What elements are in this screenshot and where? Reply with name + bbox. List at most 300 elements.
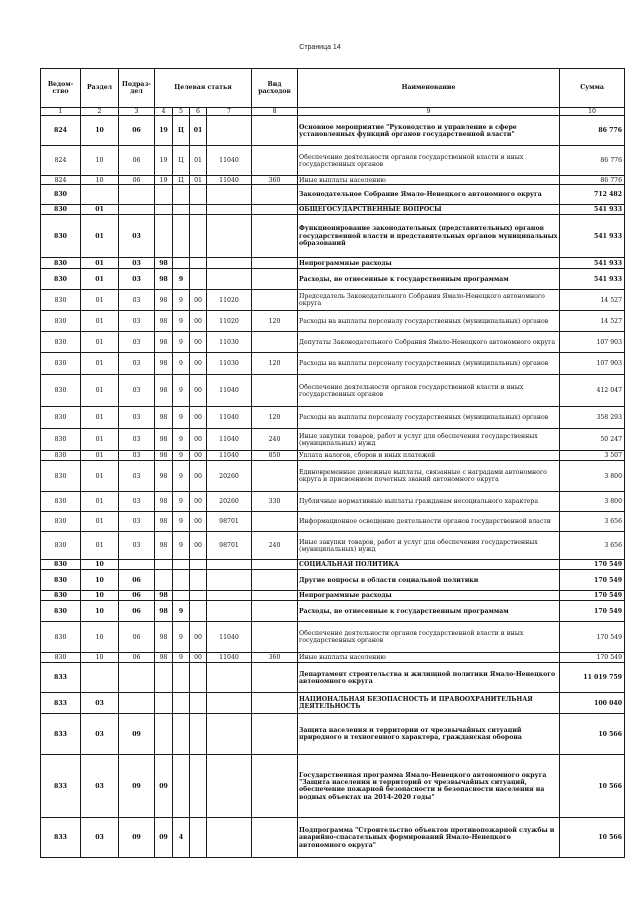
amount-cell: 107 903 bbox=[560, 353, 625, 375]
vedomstvo-cell: 830 bbox=[41, 492, 81, 512]
program-code-cell: 09 bbox=[155, 818, 173, 858]
program-code-cell: 98 bbox=[155, 353, 173, 375]
direction-code-cell: 11030 bbox=[207, 353, 252, 375]
table-row bbox=[41, 560, 625, 570]
direction-code-cell bbox=[207, 663, 252, 693]
vedomstvo-cell: 830 bbox=[41, 353, 81, 375]
direction-code-cell: 11040 bbox=[207, 407, 252, 429]
amount-cell: 541 933 bbox=[560, 205, 625, 215]
expense-type-cell bbox=[252, 332, 298, 353]
razdel-cell: 10 bbox=[81, 176, 119, 185]
event-code-cell bbox=[190, 755, 207, 818]
vedomstvo-cell: 833 bbox=[41, 693, 81, 714]
table-row bbox=[41, 653, 625, 663]
expense-type-cell bbox=[252, 116, 298, 146]
direction-code-cell bbox=[207, 570, 252, 591]
name-cell: Депутаты Законодательного Собрания Ямало-Ненецкого автономного округа bbox=[298, 332, 560, 353]
direction-code-cell bbox=[207, 258, 252, 269]
direction-code-cell: 11040 bbox=[207, 451, 252, 461]
direction-code-cell: 11040 bbox=[207, 429, 252, 451]
razdel-cell: 01 bbox=[81, 429, 119, 451]
direction-code-cell bbox=[207, 755, 252, 818]
subprogram-code-cell bbox=[173, 714, 190, 755]
table-row bbox=[41, 714, 625, 755]
table-row bbox=[41, 570, 625, 591]
direction-code-cell bbox=[207, 560, 252, 570]
name-cell: Расходы на выплаты персоналу государственных (муниципальных) органов bbox=[298, 311, 560, 332]
podrazdel-cell: 03 bbox=[119, 332, 155, 353]
podrazdel-cell: 06 bbox=[119, 176, 155, 185]
expense-type-cell bbox=[252, 512, 298, 532]
razdel-cell: 01 bbox=[81, 407, 119, 429]
program-code-cell: 19 bbox=[155, 146, 173, 176]
expense-type-cell bbox=[252, 591, 298, 601]
event-code-cell bbox=[190, 663, 207, 693]
table-row bbox=[41, 818, 625, 858]
razdel-cell: 10 bbox=[81, 560, 119, 570]
subprogram-code-cell bbox=[173, 560, 190, 570]
table-row bbox=[41, 663, 625, 693]
vedomstvo-cell: 833 bbox=[41, 755, 81, 818]
expense-type-cell bbox=[252, 258, 298, 269]
table-row bbox=[41, 512, 625, 532]
subprogram-code-cell: 9 bbox=[173, 451, 190, 461]
event-code-cell: 00 bbox=[190, 375, 207, 407]
column-number: 2 bbox=[81, 108, 119, 116]
podrazdel-cell bbox=[119, 185, 155, 205]
vedomstvo-cell: 830 bbox=[41, 290, 81, 311]
header-summa: Сумма bbox=[560, 69, 625, 108]
expense-type-cell bbox=[252, 714, 298, 755]
vedomstvo-cell: 830 bbox=[41, 375, 81, 407]
program-code-cell: 19 bbox=[155, 116, 173, 146]
subprogram-code-cell: 9 bbox=[173, 332, 190, 353]
program-code-cell: 98 bbox=[155, 332, 173, 353]
table-row bbox=[41, 311, 625, 332]
event-code-cell: 00 bbox=[190, 532, 207, 560]
subprogram-code-cell: 9 bbox=[173, 353, 190, 375]
amount-cell: 100 040 bbox=[560, 693, 625, 714]
expense-type-cell bbox=[252, 146, 298, 176]
vedomstvo-cell: 830 bbox=[41, 429, 81, 451]
program-code-cell bbox=[155, 185, 173, 205]
expense-type-cell bbox=[252, 663, 298, 693]
event-code-cell: 01 bbox=[190, 146, 207, 176]
podrazdel-cell: 03 bbox=[119, 461, 155, 492]
subprogram-code-cell bbox=[173, 693, 190, 714]
event-code-cell bbox=[190, 693, 207, 714]
razdel-cell: 01 bbox=[81, 290, 119, 311]
event-code-cell bbox=[190, 269, 207, 290]
vedomstvo-cell: 830 bbox=[41, 601, 81, 622]
event-code-cell: 00 bbox=[190, 451, 207, 461]
subprogram-code-cell bbox=[173, 258, 190, 269]
amount-cell: 3 800 bbox=[560, 492, 625, 512]
amount-cell: 3 656 bbox=[560, 532, 625, 560]
name-cell: Иные выплаты населению bbox=[298, 653, 560, 663]
direction-code-cell: 11040 bbox=[207, 653, 252, 663]
podrazdel-cell: 03 bbox=[119, 269, 155, 290]
vedomstvo-cell: 833 bbox=[41, 714, 81, 755]
subprogram-code-cell: 9 bbox=[173, 492, 190, 512]
podrazdel-cell: 06 bbox=[119, 601, 155, 622]
razdel-cell bbox=[81, 663, 119, 693]
program-code-cell: 98 bbox=[155, 461, 173, 492]
subprogram-code-cell: 9 bbox=[173, 269, 190, 290]
direction-code-cell: 11020 bbox=[207, 311, 252, 332]
event-code-cell: 00 bbox=[190, 290, 207, 311]
table-row bbox=[41, 353, 625, 375]
name-cell: Подпрограмма "Строительство объектов противопожарной службы и аварийно-спасательных формирований Ямало-Ненецкого автономного округа" bbox=[298, 818, 560, 858]
table-body bbox=[41, 116, 625, 858]
direction-code-cell: 11040 bbox=[207, 622, 252, 653]
razdel-cell: 01 bbox=[81, 512, 119, 532]
subprogram-code-cell: 9 bbox=[173, 461, 190, 492]
vedomstvo-cell: 830 bbox=[41, 512, 81, 532]
program-code-cell: 98 bbox=[155, 451, 173, 461]
expense-type-cell bbox=[252, 461, 298, 492]
razdel-cell: 01 bbox=[81, 532, 119, 560]
table-row bbox=[41, 116, 625, 146]
name-cell: Другие вопросы в области социальной политики bbox=[298, 570, 560, 591]
vedomstvo-cell: 833 bbox=[41, 818, 81, 858]
subprogram-code-cell bbox=[173, 205, 190, 215]
vedomstvo-cell: 830 bbox=[41, 311, 81, 332]
expense-type-cell bbox=[252, 570, 298, 591]
podrazdel-cell: 06 bbox=[119, 116, 155, 146]
expense-type-cell bbox=[252, 622, 298, 653]
column-number: 9 bbox=[298, 108, 560, 116]
amount-cell: 14 527 bbox=[560, 290, 625, 311]
podrazdel-cell: 03 bbox=[119, 215, 155, 258]
program-code-cell: 09 bbox=[155, 755, 173, 818]
subprogram-code-cell: 9 bbox=[173, 622, 190, 653]
podrazdel-cell bbox=[119, 693, 155, 714]
expense-type-cell: 360 bbox=[252, 176, 298, 185]
subprogram-code-cell: Ц bbox=[173, 146, 190, 176]
direction-code-cell bbox=[207, 818, 252, 858]
event-code-cell: 00 bbox=[190, 492, 207, 512]
program-code-cell bbox=[155, 663, 173, 693]
subprogram-code-cell: 9 bbox=[173, 653, 190, 663]
direction-code-cell bbox=[207, 591, 252, 601]
subprogram-code-cell: 9 bbox=[173, 375, 190, 407]
name-cell: Иные выплаты населению bbox=[298, 176, 560, 185]
direction-code-cell bbox=[207, 269, 252, 290]
name-cell: Расходы, не отнесенные к государственным программам bbox=[298, 601, 560, 622]
subprogram-code-cell: 9 bbox=[173, 290, 190, 311]
amount-cell: 170 549 bbox=[560, 560, 625, 570]
table-row bbox=[41, 622, 625, 653]
program-code-cell bbox=[155, 215, 173, 258]
vedomstvo-cell: 830 bbox=[41, 205, 81, 215]
vedomstvo-cell: 830 bbox=[41, 332, 81, 353]
name-cell: Функционирование законодательных (представительных) органов государственной власти и представительных органов муниципальных образований bbox=[298, 215, 560, 258]
podrazdel-cell: 06 bbox=[119, 591, 155, 601]
program-code-cell: 98 bbox=[155, 311, 173, 332]
table-row bbox=[41, 146, 625, 176]
podrazdel-cell: 03 bbox=[119, 532, 155, 560]
podrazdel-cell: 09 bbox=[119, 714, 155, 755]
razdel-cell: 01 bbox=[81, 451, 119, 461]
event-code-cell: 00 bbox=[190, 332, 207, 353]
vedomstvo-cell: 830 bbox=[41, 215, 81, 258]
expense-type-cell bbox=[252, 818, 298, 858]
name-cell: Расходы на выплаты персоналу государственных (муниципальных) органов bbox=[298, 353, 560, 375]
amount-cell: 10 566 bbox=[560, 818, 625, 858]
table-row bbox=[41, 185, 625, 205]
vedomstvo-cell: 830 bbox=[41, 532, 81, 560]
amount-cell: 170 549 bbox=[560, 591, 625, 601]
table-row bbox=[41, 451, 625, 461]
program-code-cell bbox=[155, 714, 173, 755]
vedomstvo-cell: 830 bbox=[41, 622, 81, 653]
razdel-cell: 01 bbox=[81, 461, 119, 492]
amount-cell: 86 776 bbox=[560, 146, 625, 176]
table-row bbox=[41, 591, 625, 601]
podrazdel-cell: 03 bbox=[119, 311, 155, 332]
event-code-cell: 00 bbox=[190, 353, 207, 375]
podrazdel-cell bbox=[119, 205, 155, 215]
amount-cell: 3 507 bbox=[560, 451, 625, 461]
program-code-cell: 98 bbox=[155, 269, 173, 290]
podrazdel-cell: 09 bbox=[119, 755, 155, 818]
amount-cell: 358 293 bbox=[560, 407, 625, 429]
expense-type-cell: 240 bbox=[252, 429, 298, 451]
razdel-cell: 10 bbox=[81, 601, 119, 622]
event-code-cell: 00 bbox=[190, 429, 207, 451]
razdel-cell: 01 bbox=[81, 311, 119, 332]
subprogram-code-cell bbox=[173, 755, 190, 818]
expense-type-cell: 240 bbox=[252, 532, 298, 560]
vedomstvo-cell: 830 bbox=[41, 269, 81, 290]
razdel-cell: 10 bbox=[81, 622, 119, 653]
vedomstvo-cell: 824 bbox=[41, 146, 81, 176]
event-code-cell bbox=[190, 601, 207, 622]
table-row bbox=[41, 375, 625, 407]
subprogram-code-cell bbox=[173, 570, 190, 591]
name-cell: Обеспечение деятельности органов государственной власти и иных государственных органов bbox=[298, 375, 560, 407]
name-cell: Председатель Законодательного Собрания Ямало-Ненецкого автономного округа bbox=[298, 290, 560, 311]
amount-cell: 541 933 bbox=[560, 269, 625, 290]
amount-cell: 712 482 bbox=[560, 185, 625, 205]
podrazdel-cell: 03 bbox=[119, 258, 155, 269]
amount-cell: 170 549 bbox=[560, 601, 625, 622]
name-cell: Иные закупки товаров, работ и услуг для обеспечения государственных (муниципальных) нужд bbox=[298, 429, 560, 451]
name-cell: Информационное освещение деятельности органов государственной власти bbox=[298, 512, 560, 532]
subprogram-code-cell: 9 bbox=[173, 429, 190, 451]
podrazdel-cell: 03 bbox=[119, 353, 155, 375]
podrazdel-cell: 03 bbox=[119, 290, 155, 311]
razdel-cell: 01 bbox=[81, 375, 119, 407]
razdel-cell: 01 bbox=[81, 492, 119, 512]
table-row bbox=[41, 693, 625, 714]
vedomstvo-cell: 830 bbox=[41, 591, 81, 601]
table-row bbox=[41, 461, 625, 492]
event-code-cell bbox=[190, 205, 207, 215]
podrazdel-cell: 06 bbox=[119, 622, 155, 653]
podrazdel-cell: 03 bbox=[119, 451, 155, 461]
amount-cell: 11 019 759 bbox=[560, 663, 625, 693]
expense-type-cell bbox=[252, 215, 298, 258]
amount-cell: 107 903 bbox=[560, 332, 625, 353]
amount-cell: 10 566 bbox=[560, 714, 625, 755]
column-number-row bbox=[41, 108, 625, 116]
razdel-cell: 01 bbox=[81, 353, 119, 375]
event-code-cell: 00 bbox=[190, 512, 207, 532]
table-row bbox=[41, 215, 625, 258]
name-cell: Защита населения и территории от чрезвычайных ситуаций природного и техногенного характера, гражданская оборона bbox=[298, 714, 560, 755]
amount-cell: 50 247 bbox=[560, 429, 625, 451]
amount-cell: 3 656 bbox=[560, 512, 625, 532]
expense-type-cell: 330 bbox=[252, 492, 298, 512]
program-code-cell bbox=[155, 693, 173, 714]
column-number: 10 bbox=[560, 108, 625, 116]
name-cell: Обеспечение деятельности органов государственной власти и иных государственных органов bbox=[298, 146, 560, 176]
expense-type-cell bbox=[252, 290, 298, 311]
table-row bbox=[41, 176, 625, 185]
direction-code-cell bbox=[207, 185, 252, 205]
amount-cell: 170 549 bbox=[560, 570, 625, 591]
program-code-cell: 98 bbox=[155, 601, 173, 622]
amount-cell: 3 800 bbox=[560, 461, 625, 492]
expense-type-cell bbox=[252, 185, 298, 205]
razdel-cell: 10 bbox=[81, 570, 119, 591]
name-cell: Иные закупки товаров, работ и услуг для обеспечения государственных (муниципальных) нужд bbox=[298, 532, 560, 560]
table-row bbox=[41, 601, 625, 622]
column-number: 5 bbox=[173, 108, 190, 116]
podrazdel-cell: 03 bbox=[119, 375, 155, 407]
podrazdel-cell: 06 bbox=[119, 570, 155, 591]
event-code-cell: 00 bbox=[190, 622, 207, 653]
header-podrazdel: Подраз-дел bbox=[119, 69, 155, 108]
header-razdel: Раздел bbox=[81, 69, 119, 108]
expense-type-cell: 120 bbox=[252, 407, 298, 429]
razdel-cell bbox=[81, 185, 119, 205]
program-code-cell bbox=[155, 570, 173, 591]
vedomstvo-cell: 830 bbox=[41, 451, 81, 461]
program-code-cell: 98 bbox=[155, 653, 173, 663]
subprogram-code-cell: 9 bbox=[173, 407, 190, 429]
table-row bbox=[41, 755, 625, 818]
direction-code-cell: 11030 bbox=[207, 332, 252, 353]
expense-type-cell bbox=[252, 693, 298, 714]
event-code-cell: 01 bbox=[190, 116, 207, 146]
subprogram-code-cell: Ц bbox=[173, 176, 190, 185]
expense-type-cell bbox=[252, 375, 298, 407]
name-cell: Непрограммные расходы bbox=[298, 591, 560, 601]
event-code-cell bbox=[190, 714, 207, 755]
header-naimenovanie: Наименование bbox=[298, 69, 560, 108]
subprogram-code-cell: Ц bbox=[173, 116, 190, 146]
razdel-cell: 03 bbox=[81, 818, 119, 858]
vedomstvo-cell: 830 bbox=[41, 461, 81, 492]
amount-cell: 86 776 bbox=[560, 176, 625, 185]
program-code-cell: 98 bbox=[155, 492, 173, 512]
table-row bbox=[41, 532, 625, 560]
vedomstvo-cell: 830 bbox=[41, 407, 81, 429]
expense-type-cell bbox=[252, 269, 298, 290]
program-code-cell: 98 bbox=[155, 375, 173, 407]
razdel-cell: 10 bbox=[81, 116, 119, 146]
event-code-cell bbox=[190, 570, 207, 591]
page-label: Страница 14 bbox=[299, 44, 341, 51]
razdel-cell: 01 bbox=[81, 258, 119, 269]
column-number: 7 bbox=[207, 108, 252, 116]
amount-cell: 10 566 bbox=[560, 755, 625, 818]
vedomstvo-cell: 824 bbox=[41, 176, 81, 185]
direction-code-cell bbox=[207, 714, 252, 755]
event-code-cell bbox=[190, 591, 207, 601]
razdel-cell: 03 bbox=[81, 693, 119, 714]
header-tselevaya-statya: Целевая статья bbox=[155, 69, 252, 108]
direction-code-cell: 11040 bbox=[207, 375, 252, 407]
direction-code-cell bbox=[207, 205, 252, 215]
program-code-cell: 98 bbox=[155, 512, 173, 532]
name-cell: Расходы на выплаты персоналу государственных (муниципальных) органов bbox=[298, 407, 560, 429]
podrazdel-cell: 06 bbox=[119, 653, 155, 663]
expense-type-cell bbox=[252, 205, 298, 215]
name-cell: Законодательное Собрание Ямало-Ненецкого автономного округа bbox=[298, 185, 560, 205]
column-number: 3 bbox=[119, 108, 155, 116]
amount-cell: 170 549 bbox=[560, 653, 625, 663]
name-cell: ОБЩЕГОСУДАРСТВЕННЫЕ ВОПРОСЫ bbox=[298, 205, 560, 215]
expense-type-cell bbox=[252, 755, 298, 818]
event-code-cell bbox=[190, 258, 207, 269]
direction-code-cell: 11020 bbox=[207, 290, 252, 311]
razdel-cell: 03 bbox=[81, 714, 119, 755]
name-cell: Публичные нормативные выплаты гражданам несоциального характера bbox=[298, 492, 560, 512]
razdel-cell: 01 bbox=[81, 215, 119, 258]
podrazdel-cell bbox=[119, 663, 155, 693]
event-code-cell: 01 bbox=[190, 176, 207, 185]
name-cell: СОЦИАЛЬНАЯ ПОЛИТИКА bbox=[298, 560, 560, 570]
podrazdel-cell bbox=[119, 560, 155, 570]
header-vid-raskhodov: Вид расходов bbox=[252, 69, 298, 108]
direction-code-cell: 11040 bbox=[207, 176, 252, 185]
program-code-cell: 98 bbox=[155, 258, 173, 269]
direction-code-cell bbox=[207, 693, 252, 714]
subprogram-code-cell: 9 bbox=[173, 311, 190, 332]
razdel-cell: 10 bbox=[81, 591, 119, 601]
direction-code-cell: 11040 bbox=[207, 146, 252, 176]
name-cell: Уплата налогов, сборов и иных платежей bbox=[298, 451, 560, 461]
vedomstvo-cell: 830 bbox=[41, 570, 81, 591]
event-code-cell: 00 bbox=[190, 461, 207, 492]
program-code-cell: 98 bbox=[155, 290, 173, 311]
razdel-cell: 10 bbox=[81, 653, 119, 663]
header-vedomstvo: Ведом-ство bbox=[41, 69, 81, 108]
subprogram-code-cell bbox=[173, 591, 190, 601]
subprogram-code-cell bbox=[173, 215, 190, 258]
vedomstvo-cell: 830 bbox=[41, 185, 81, 205]
amount-cell: 541 933 bbox=[560, 258, 625, 269]
amount-cell: 14 527 bbox=[560, 311, 625, 332]
program-code-cell bbox=[155, 560, 173, 570]
razdel-cell: 10 bbox=[81, 146, 119, 176]
name-cell: Обеспечение деятельности органов государственной власти и иных государственных органов bbox=[298, 622, 560, 653]
column-number: 6 bbox=[190, 108, 207, 116]
podrazdel-cell: 03 bbox=[119, 512, 155, 532]
column-number: 4 bbox=[155, 108, 173, 116]
expense-type-cell: 120 bbox=[252, 311, 298, 332]
program-code-cell bbox=[155, 205, 173, 215]
name-cell: Департамент строительства и жилищной политики Ямало-Ненецкого автономного округа bbox=[298, 663, 560, 693]
direction-code-cell bbox=[207, 116, 252, 146]
amount-cell: 86 776 bbox=[560, 116, 625, 146]
table-row bbox=[41, 290, 625, 311]
expense-type-cell: 120 bbox=[252, 353, 298, 375]
